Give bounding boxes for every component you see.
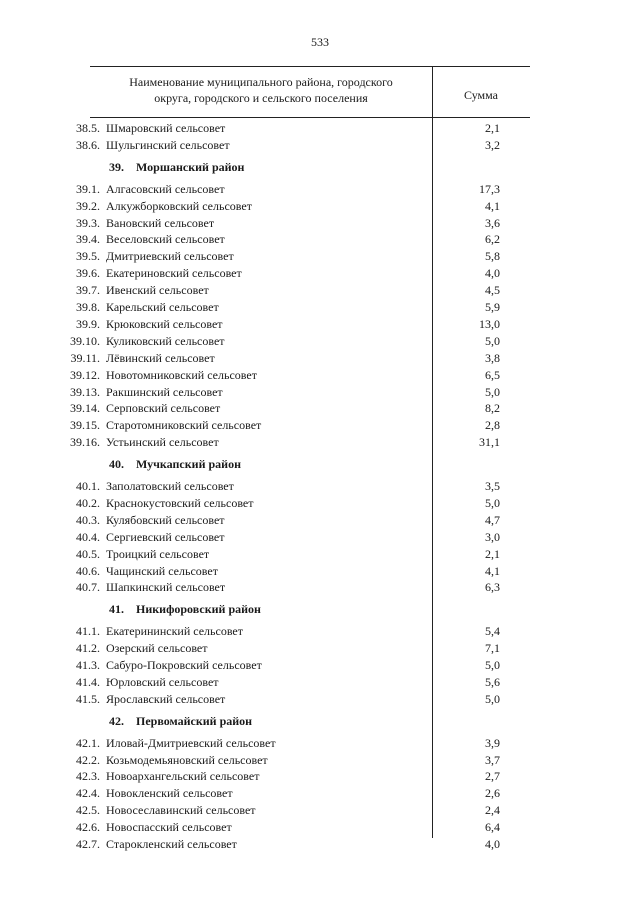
settlement-name: Кулябовский сельсовет — [106, 512, 225, 527]
row-number: 41.5. — [76, 691, 100, 706]
row-number: 42.3. — [76, 769, 100, 784]
row-sum: 5,8 — [485, 249, 500, 264]
table-row — [0, 752, 640, 769]
settlement-name: Новоспасский сельсовет — [106, 820, 232, 835]
table-row — [0, 546, 640, 563]
row-sum: 4,1 — [485, 198, 500, 213]
table-row — [0, 350, 640, 367]
district-name: Первомайский район — [136, 713, 253, 728]
table-row — [0, 400, 640, 417]
row-sum: 3,7 — [485, 752, 500, 767]
row-number: 39.8. — [76, 300, 100, 314]
row-number: 39.10. — [70, 333, 100, 348]
row-sum: 2,6 — [485, 786, 500, 801]
row-number: 42.4. — [76, 786, 100, 801]
row-sum: 4,7 — [485, 512, 500, 527]
row-number: 42.6. — [76, 820, 100, 835]
row-sum: 3,5 — [485, 479, 500, 493]
row-number: 39.13. — [70, 384, 100, 399]
row-number: 42.2. — [76, 752, 100, 767]
table-row — [0, 367, 640, 384]
row-sum: 3,9 — [485, 735, 500, 750]
settlement-name: Алкужборковский сельсовет — [106, 198, 252, 213]
table-row — [0, 316, 640, 333]
row-number: 39.14. — [70, 401, 100, 416]
table-row — [0, 529, 640, 546]
table-row — [0, 215, 640, 232]
settlement-name: Шапкинский сельсовет — [106, 580, 226, 595]
settlement-name: Шмаровский сельсовет — [106, 121, 226, 135]
settlement-name: Куликовский сельсовет — [106, 333, 225, 348]
settlement-name: Краснокустовский сельсовет — [106, 495, 254, 510]
table-row — [0, 248, 640, 265]
table-row — [0, 333, 640, 350]
settlement-name: Екатериновский сельсовет — [106, 266, 242, 281]
row-sum: 6,4 — [485, 820, 500, 835]
row-sum: 2,8 — [485, 418, 500, 433]
settlement-name: Лёвинский сельсовет — [106, 350, 215, 365]
section-row — [0, 601, 640, 618]
settlement-name: Чащинский сельсовет — [106, 563, 218, 578]
row-sum: 5,0 — [485, 384, 500, 399]
row-sum: 13,0 — [479, 316, 500, 331]
row-sum: 6,5 — [485, 367, 500, 382]
settlement-name: Веселовский сельсовет — [106, 232, 225, 247]
table-row — [0, 282, 640, 299]
row-sum: 5,0 — [485, 658, 500, 672]
row-number: 39.11. — [70, 350, 100, 365]
district-name: Моршанский район — [136, 159, 245, 174]
row-number: 40.1. — [76, 479, 100, 493]
row-sum: 6,3 — [485, 580, 500, 595]
table-row — [0, 623, 640, 640]
table-row — [0, 836, 640, 853]
table-row — [0, 417, 640, 434]
settlement-name: Троицкий сельсовет — [106, 546, 210, 561]
settlement-name: Дмитриевский сельсовет — [106, 249, 234, 264]
row-sum: 2,1 — [485, 546, 500, 561]
row-number: 42.7. — [76, 837, 100, 851]
row-number: 39.2. — [76, 198, 100, 213]
row-sum: 2,4 — [485, 803, 500, 818]
row-number: 39.15. — [70, 418, 100, 433]
settlement-name: Новотомниковский сельсовет — [106, 367, 257, 382]
table-row — [0, 735, 640, 752]
table-row — [0, 802, 640, 819]
table-row — [0, 478, 640, 495]
section-row — [0, 713, 640, 730]
row-number: 39.16. — [70, 435, 100, 450]
row-number: 39.6. — [76, 266, 100, 281]
row-sum: 17,3 — [479, 181, 500, 196]
row-sum: 4,1 — [485, 563, 500, 578]
row-sum: 3,6 — [485, 215, 500, 230]
row-number: 41.4. — [76, 674, 100, 689]
row-sum: 6,2 — [485, 232, 500, 247]
row-sum: 3,0 — [485, 529, 500, 544]
row-number: 40.5. — [76, 546, 100, 561]
settlement-name: Ивенский сельсовет — [106, 283, 209, 298]
settlement-name: Ярославский сельсовет — [106, 691, 226, 706]
row-number: 42. — [109, 713, 124, 728]
table-row — [0, 198, 640, 215]
row-sum: 31,1 — [479, 435, 500, 450]
table-row — [0, 674, 640, 691]
row-number: 41.1. — [76, 624, 100, 639]
row-number: 40.7. — [76, 580, 100, 595]
settlement-name: Озерский сельсовет — [106, 641, 208, 656]
settlement-name: Новосеславинский сельсовет — [106, 803, 256, 818]
row-sum: 5,6 — [485, 674, 500, 689]
table-row — [0, 563, 640, 580]
header-name-line1: Наименование муниципального района, городского — [129, 75, 393, 89]
row-number: 39. — [109, 159, 124, 174]
row-number: 38.5. — [76, 121, 100, 135]
settlement-name: Иловай-Дмитриевский сельсовет — [106, 735, 276, 750]
table-row — [0, 434, 640, 451]
row-sum: 2,1 — [485, 121, 500, 135]
settlement-name: Алгасовский сельсовет — [106, 181, 225, 196]
table-row — [0, 785, 640, 802]
table-row — [0, 640, 640, 657]
row-sum: 5,0 — [485, 691, 500, 706]
row-sum: 5,9 — [485, 300, 500, 314]
row-sum: 7,1 — [485, 641, 500, 656]
row-number: 39.3. — [76, 215, 100, 230]
row-number: 39.5. — [76, 249, 100, 264]
table-row — [0, 512, 640, 529]
row-number: 42.5. — [76, 803, 100, 818]
settlement-name: Старотомниковский сельсовет — [106, 418, 262, 433]
row-sum: 3,2 — [485, 137, 500, 152]
settlement-name: Юрловский сельсовет — [106, 674, 219, 689]
settlement-name: Устьинский сельсовет — [106, 435, 219, 450]
row-number: 39.9. — [76, 316, 100, 331]
row-sum: 3,8 — [485, 350, 500, 365]
table-row — [0, 299, 640, 316]
row-sum: 8,2 — [485, 401, 500, 416]
row-sum: 5,4 — [485, 624, 500, 639]
row-number: 38.6. — [76, 137, 100, 152]
header-bottom-rule — [90, 117, 530, 118]
header-sum-column: Сумма — [464, 88, 498, 102]
settlement-name: Новокленский сельсовет — [106, 786, 233, 801]
table-row — [0, 579, 640, 596]
section-row — [0, 456, 640, 473]
settlement-name: Крюковский сельсовет — [106, 316, 223, 331]
table-row — [0, 819, 640, 836]
table-row — [0, 768, 640, 785]
settlement-name: Шульгинский сельсовет — [106, 137, 230, 152]
table-row — [0, 495, 640, 512]
table-row — [0, 137, 640, 154]
district-name: Мучкапский район — [136, 457, 241, 472]
table-row — [0, 181, 640, 198]
settlement-name: Заполатовский сельсовет — [106, 479, 234, 493]
table-row — [0, 120, 640, 137]
row-number: 40.6. — [76, 563, 100, 578]
settlement-name: Козьмодемьяновский сельсовет — [106, 752, 268, 767]
row-sum: 4,0 — [485, 837, 500, 851]
row-number: 42.1. — [76, 735, 100, 750]
row-number: 41. — [109, 602, 124, 617]
row-sum: 2,7 — [485, 769, 500, 784]
row-number: 40.2. — [76, 495, 100, 510]
row-number: 41.2. — [76, 641, 100, 656]
district-name: Никифоровский район — [136, 602, 261, 617]
row-sum: 5,0 — [485, 333, 500, 348]
settlement-name: Новоархангельский сельсовет — [106, 769, 260, 784]
header-name-line2: округа, городского и сельского поселения — [154, 91, 368, 105]
table-row — [0, 384, 640, 401]
table-top-rule — [90, 66, 530, 67]
settlement-name: Вановский сельсовет — [106, 215, 215, 230]
row-number: 40.3. — [76, 512, 100, 527]
row-sum: 5,0 — [485, 495, 500, 510]
table-row — [0, 265, 640, 282]
settlement-name: Ракшинский сельсовет — [106, 384, 223, 399]
header-name-column — [92, 74, 430, 106]
table-row — [0, 691, 640, 708]
page-number: 533 — [311, 35, 329, 49]
table-row — [0, 657, 640, 674]
row-number: 39.1. — [76, 181, 100, 196]
settlement-name: Старокленский сельсовет — [106, 837, 237, 851]
section-row — [0, 159, 640, 176]
row-number: 39.4. — [76, 232, 100, 247]
table-row — [0, 231, 640, 248]
row-number: 41.3. — [76, 658, 100, 672]
row-number: 39.12. — [70, 367, 100, 382]
row-sum: 4,5 — [485, 283, 500, 298]
row-number: 39.7. — [76, 283, 100, 298]
settlement-name: Серповский сельсовет — [106, 401, 221, 416]
row-number: 40. — [109, 457, 124, 472]
settlement-name: Екатерининский сельсовет — [106, 624, 244, 639]
row-sum: 4,0 — [485, 266, 500, 281]
settlement-name: Карельский сельсовет — [106, 300, 219, 314]
settlement-name: Сабуро-Покровский сельсовет — [106, 658, 262, 672]
row-number: 40.4. — [76, 529, 100, 544]
settlement-name: Сергиевский сельсовет — [106, 529, 225, 544]
